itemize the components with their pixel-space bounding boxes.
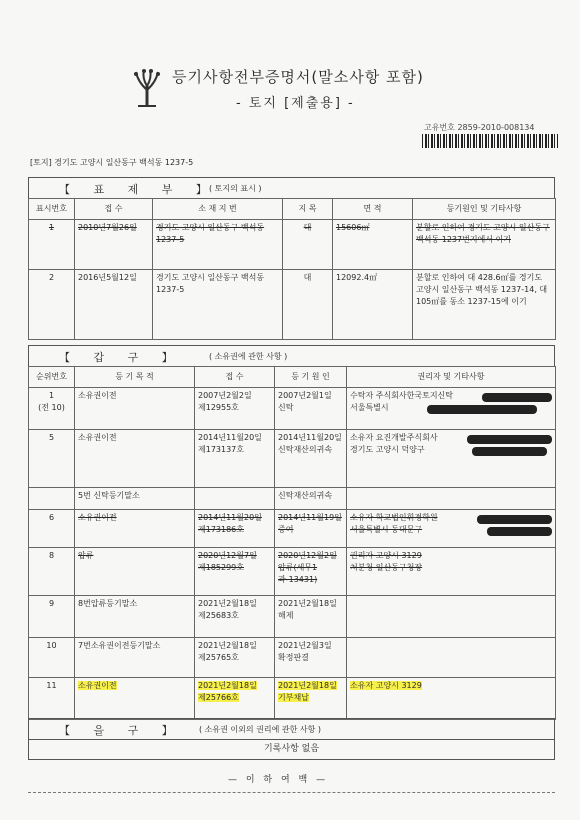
rank-number: 11	[29, 678, 75, 720]
rank-number: 1 (전 10)	[29, 388, 75, 430]
holder-text: 소유자 요진개발주식회사 경기도 고양시 덕양구	[350, 433, 438, 454]
gapgu-header-row	[29, 367, 556, 388]
registration-cause: 분할로 인하여 대 428.6㎡를 경기도 고양시 일산동구 백석동 1237-14, 대 105㎡를 동소 1237-15에 이기	[413, 270, 556, 340]
eulgu-title: 【 을 구 】	[59, 724, 183, 737]
table-row	[29, 220, 556, 270]
rights-holder	[347, 678, 556, 720]
eulgu-empty-row	[28, 739, 555, 760]
highlighted-text: 소유권이전	[78, 681, 117, 690]
table-row	[29, 638, 556, 678]
eulgu-header	[28, 718, 555, 740]
table-row	[29, 596, 556, 638]
divider	[28, 792, 555, 793]
document-subtitle: - 토지 [제출용] -	[236, 96, 355, 111]
highlighted-text: 소유자 고양시 3129	[350, 681, 422, 690]
rank-number: 6	[29, 510, 75, 548]
property-address: [토지] 경기도 고양시 일산동구 백석동 1237-5	[30, 158, 194, 167]
registration-cause: 분할로 인하여 경기도 고양시 일산동구 백석동 1237번지에서 이기	[413, 220, 556, 270]
pyojebu-title: 【 표 제 부 】	[59, 183, 217, 196]
received: 2021년2월18일 제25765호	[195, 638, 275, 678]
barcode	[422, 134, 558, 148]
col-header: 소 재 지 번	[153, 199, 283, 220]
col-header: 면 적	[333, 199, 413, 220]
col-header: 접 수	[75, 199, 153, 220]
highlighted-text: 2021년2월18일 기부채납	[278, 681, 337, 702]
table-row	[29, 488, 556, 510]
rights-holder	[347, 488, 556, 510]
redaction	[477, 515, 552, 524]
registration-purpose: 소유권이전	[75, 510, 195, 548]
table-row	[29, 270, 556, 340]
land-category: 대	[283, 220, 333, 270]
col-header: 등 기 원 인	[275, 367, 347, 388]
registration-purpose	[75, 678, 195, 720]
cause: 2021년2월18일 해제	[275, 596, 347, 638]
area: 12092.4㎡	[333, 270, 413, 340]
registration-purpose: 5번 신탁등기말소	[75, 488, 195, 510]
col-header: 표시번호	[29, 199, 75, 220]
redaction	[467, 435, 552, 444]
court-logo-icon	[130, 68, 164, 108]
redaction	[487, 527, 552, 536]
table-row	[29, 388, 556, 430]
land-category: 대	[283, 270, 333, 340]
cause: 신탁재산의귀속	[275, 488, 347, 510]
col-header: 등 기 목 적	[75, 367, 195, 388]
registration-purpose: 압류	[75, 548, 195, 596]
col-header: 순위번호	[29, 367, 75, 388]
rights-holder	[347, 510, 556, 548]
holder-text: 소유자 학교법인휘경학원 서울특별시 동대문구	[350, 513, 438, 534]
received	[195, 488, 275, 510]
cause	[275, 678, 347, 720]
received-date: 2010년7월26일	[75, 220, 153, 270]
pyojebu-header	[28, 177, 555, 199]
col-header: 지 목	[283, 199, 333, 220]
received	[195, 678, 275, 720]
pyojebu-subtitle: ( 토지의 표시 )	[209, 184, 262, 193]
received: 2014년11월20일 제173137호	[195, 430, 275, 488]
eulgu-subtitle: ( 소유권 이외의 권리에 관한 사항 )	[199, 725, 321, 734]
rank-number: 10	[29, 638, 75, 678]
holder-text: 수탁자 주식회사한국토지신탁 서울특별시	[350, 391, 454, 412]
end-marker: — 이 하 여 백 —	[228, 775, 329, 785]
received-date: 2016년5월12일	[75, 270, 153, 340]
rank-number: 8	[29, 548, 75, 596]
pyojebu-table	[28, 198, 556, 340]
table-row	[29, 430, 556, 488]
rights-holder: 권리자 고양시 3129 처분청 일산동구청장	[347, 548, 556, 596]
cause: 2007년2월1일 신탁	[275, 388, 347, 430]
rights-holder	[347, 596, 556, 638]
rank-number: 5	[29, 430, 75, 488]
rights-holder	[347, 638, 556, 678]
gapgu-header	[28, 345, 555, 367]
received: 2007년2월2일 제12955호	[195, 388, 275, 430]
cause: 2020년12월2일 압류(세무1과-13431)	[275, 548, 347, 596]
registration-purpose: 소유권이전	[75, 388, 195, 430]
registration-purpose: 8번압류등기말소	[75, 596, 195, 638]
empty-record-text: 기록사항 없음	[263, 744, 320, 754]
cause: 2014년11월19일 증여	[275, 510, 347, 548]
redaction	[427, 405, 537, 414]
received: 2020년12월7일 제185299호	[195, 548, 275, 596]
table-row	[29, 678, 556, 720]
col-header: 등기원인 및 기타사항	[413, 199, 556, 220]
gapgu-title: 【 갑 구 】	[59, 351, 183, 364]
row-number: 2	[29, 270, 75, 340]
location: 경기도 고양시 일산동구 백석동 1237-5	[153, 220, 283, 270]
location: 경기도 고양시 일산동구 백석동 1237-5	[153, 270, 283, 340]
rights-holder	[347, 388, 556, 430]
pyojebu-header-row	[29, 199, 556, 220]
received: 2014년11월20일 제173186호	[195, 510, 275, 548]
rights-holder	[347, 430, 556, 488]
table-row	[29, 548, 556, 596]
row-number: 1	[29, 220, 75, 270]
gapgu-table	[28, 366, 556, 720]
highlighted-text: 2021년2월18일 제25766호	[198, 681, 257, 702]
received: 2021년2월18일 제25683호	[195, 596, 275, 638]
document-title: 등기사항전부증명서(말소사항 포함)	[172, 68, 424, 86]
table-row	[29, 510, 556, 548]
redaction	[482, 393, 552, 402]
gapgu-subtitle: ( 소유권에 관한 사항 )	[209, 352, 288, 361]
col-header: 권리자 및 기타사항	[347, 367, 556, 388]
col-header: 접 수	[195, 367, 275, 388]
registration-purpose: 7번소유권이전등기말소	[75, 638, 195, 678]
issue-number: 고유번호 2859-2010-008134	[424, 123, 535, 132]
rank-number	[29, 488, 75, 510]
area: 15606㎡	[333, 220, 413, 270]
cause: 2021년2월3일 확정판결	[275, 638, 347, 678]
redaction	[472, 447, 547, 456]
rank-number: 9	[29, 596, 75, 638]
registration-purpose: 소유권이전	[75, 430, 195, 488]
cause: 2014년11월20일 신탁재산의귀속	[275, 430, 347, 488]
